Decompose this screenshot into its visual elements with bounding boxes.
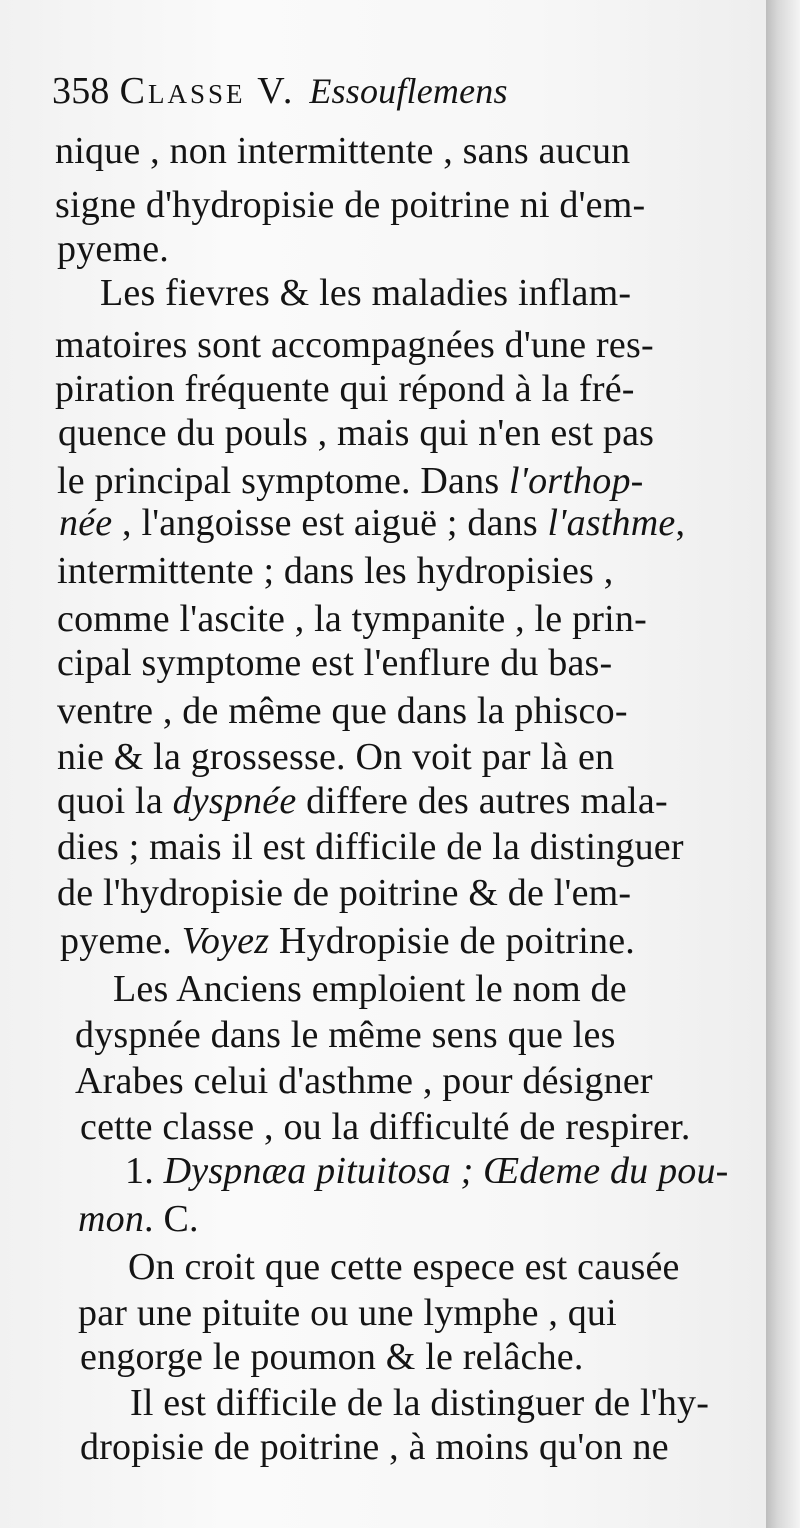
text-segment: Hydropisie de poitrine. <box>269 920 635 962</box>
text-segment: matoires sont accompagnées d'une res- <box>55 324 654 366</box>
italic-text: l'asthme <box>547 502 676 544</box>
text-line <box>75 1058 653 1104</box>
italic-text: dyspnée <box>172 780 297 822</box>
text-segment: quence du pouls , mais qui n'en est pas <box>58 412 655 454</box>
text-line <box>78 1196 199 1242</box>
text-line <box>100 270 631 316</box>
text-segment: dyspnée dans le même sens que les <box>75 1014 616 1056</box>
text-line <box>57 458 644 504</box>
text-line <box>57 596 647 642</box>
text-line <box>57 824 684 870</box>
text-segment: Arabes celui d'asthme , pour désigner <box>75 1060 653 1102</box>
header-title: Essouflemens <box>309 71 508 111</box>
text-line <box>59 500 685 546</box>
text-segment: comme l'ascite , la tympanite , le prin- <box>57 598 647 640</box>
text-segment: dies ; mais il est difficile de la distinguer <box>57 826 684 868</box>
text-segment: engorge le poumon & le relâche. <box>80 1336 584 1378</box>
text-line <box>57 640 612 686</box>
text-segment: signe d'hydropisie de poitrine ni d'em- <box>55 184 646 226</box>
text-line <box>55 128 630 174</box>
text-segment: On croit que cette espece est causée <box>128 1246 680 1288</box>
italic-text: née <box>59 502 113 544</box>
text-line <box>80 1334 584 1380</box>
text-segment: ventre , de même que dans la phisco- <box>57 690 628 732</box>
text-line <box>78 1290 617 1336</box>
header-classe: Classe V. <box>119 70 296 112</box>
italic-text: Voyez <box>181 920 270 962</box>
text-line <box>130 1380 709 1426</box>
text-segment: differe des autres mala- <box>296 780 668 822</box>
text-segment: dropisie de poitrine , à moins qu'on ne <box>80 1426 669 1468</box>
text-segment: 1. <box>125 1150 164 1192</box>
text-line <box>57 870 631 916</box>
text-segment: cipal symptome est l'enflure du bas- <box>57 642 613 684</box>
text-segment: piration fréquente qui répond à la fré- <box>55 368 635 410</box>
text-line <box>55 322 654 368</box>
text-segment: , l'angoisse est aiguë ; dans <box>112 502 548 544</box>
text-segment: nique , non intermittente , sans aucun <box>55 130 631 172</box>
text-line <box>113 966 627 1012</box>
text-line <box>80 1424 669 1470</box>
text-line <box>57 688 628 734</box>
text-segment: quoi la <box>57 780 173 822</box>
text-segment: , <box>675 502 686 544</box>
text-line <box>55 182 645 228</box>
text-line <box>57 548 613 594</box>
italic-text: Dyspnæa pituitosa ; Œdeme du pou- <box>163 1150 729 1192</box>
text-line <box>58 410 654 456</box>
text-segment: pyeme. <box>57 228 169 270</box>
text-line <box>60 918 635 964</box>
page-number: 358 <box>52 70 110 112</box>
text-segment: nie & la grossesse. On voit par là en <box>57 736 615 778</box>
text-segment: Les fievres & les maladies inflam- <box>100 272 632 314</box>
text-line <box>125 1148 729 1194</box>
text-segment: le principal symptome. Dans <box>57 460 510 502</box>
text-line <box>75 1012 616 1058</box>
text-segment: par une pituite ou une lymphe , qui <box>78 1292 617 1334</box>
running-header <box>52 68 508 114</box>
text-segment: cette classe , ou la difficulté de respirer. <box>80 1106 691 1148</box>
text-line <box>80 1104 691 1150</box>
text-line <box>128 1244 680 1290</box>
text-line <box>55 366 635 412</box>
text-segment: . C. <box>144 1198 199 1240</box>
text-segment: Les Anciens emploient le nom de <box>113 968 627 1010</box>
italic-text: mon <box>78 1198 145 1240</box>
text-segment: Il est difficile de la distinguer de l'hy- <box>130 1382 710 1424</box>
italic-text: l'orthop- <box>509 460 644 502</box>
text-line <box>57 778 668 824</box>
text-segment: de l'hydropisie de poitrine & de l'em- <box>57 872 632 914</box>
text-segment: pyeme. <box>60 920 182 962</box>
text-line <box>57 734 614 780</box>
text-line <box>57 226 169 272</box>
text-segment: intermittente ; dans les hydropisies , <box>57 550 614 592</box>
